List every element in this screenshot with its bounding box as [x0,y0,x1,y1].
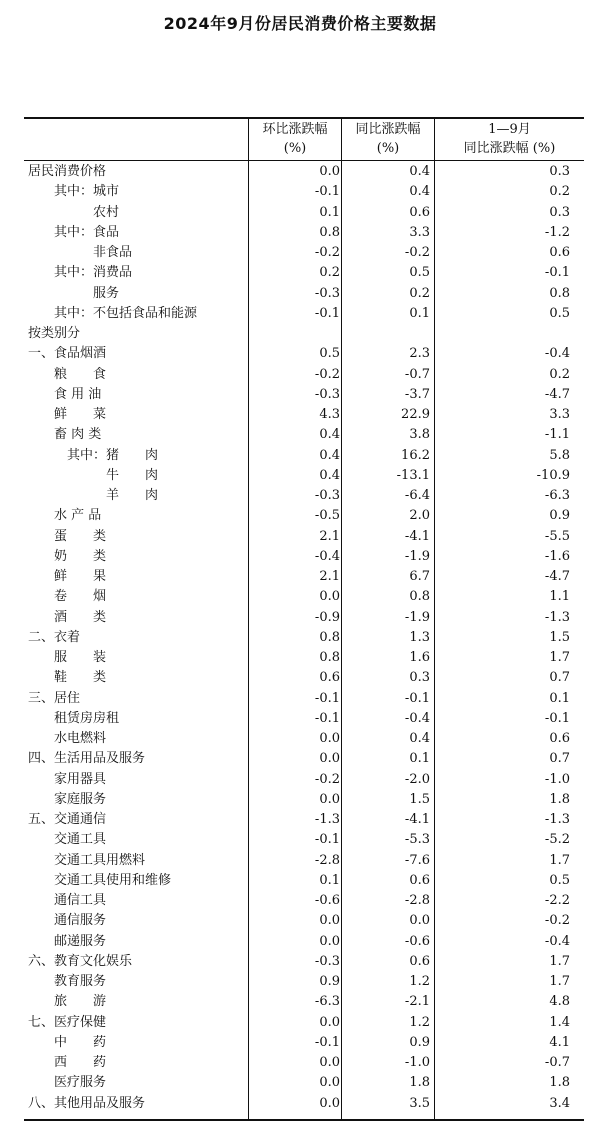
table-row [24,668,584,688]
mom-value: -0.5 [314,508,340,524]
mom-value: -0.4 [314,548,340,564]
mom-value: -0.1 [314,184,340,200]
yoy-value: 16.2 [401,447,430,463]
mom-value: 0.0 [319,731,340,746]
row-label: 食 用 油 [28,386,102,402]
row-label: 通信工具 [28,893,107,908]
yoy-value: 1.6 [409,650,430,665]
ytd-yoy-value: -1.3 [544,812,570,827]
ytd-yoy-value: 1.7 [549,852,570,868]
mom-value: -1.3 [314,812,340,827]
row-label: 水电燃料 [28,731,107,746]
header-mom-label: 环比涨跌幅 [262,122,328,137]
mom-value: -0.6 [314,893,340,908]
table-row [24,628,584,648]
ytd-yoy-value: 0.8 [549,285,570,301]
table-row [24,1053,584,1073]
ytd-yoy-value: 0.3 [549,204,570,220]
ytd-yoy-value: -0.7 [544,1055,570,1070]
ytd-yoy-value: -5.5 [544,528,570,544]
table-row [24,324,584,344]
table-row [24,932,584,952]
mom-value: -0.1 [314,832,340,848]
row-label: 西 药 [28,1055,107,1070]
table-row [24,608,584,628]
ytd-yoy-value: 0.7 [549,670,570,686]
mom-value: -0.2 [314,245,340,260]
ytd-yoy-value: -1.3 [544,609,570,625]
table-row [24,587,584,607]
mom-value: 0.4 [319,447,340,463]
table-row [24,567,584,587]
table-row [24,911,584,931]
table-row [24,709,584,729]
yoy-value: 2.3 [409,346,430,362]
ytd-yoy-value: 1.8 [549,791,570,807]
yoy-value: 0.4 [409,164,430,179]
yoy-value: -0.1 [404,690,430,706]
mom-value: -0.2 [314,771,340,787]
table-row [24,992,584,1012]
mom-value: 0.2 [319,265,340,281]
ytd-yoy-value: -6.3 [544,488,570,503]
row-label: 卷 烟 [28,589,107,605]
row-label: 邮递服务 [28,933,107,949]
row-label: 八、其他用品及服务 [28,1095,146,1111]
row-label: 一、食品烟酒 [28,346,107,362]
row-label: 鞋 类 [28,670,107,686]
yoy-value: -3.7 [404,386,430,402]
header-yoy-label: 同比涨跌幅 [355,122,421,137]
mom-value: -0.3 [314,285,340,301]
row-label: 家用器具 [28,771,107,787]
mom-value: 0.0 [319,1095,340,1111]
mom-value: -0.3 [314,386,340,402]
header-ytd-yoy-change [435,120,584,160]
yoy-value: -1.0 [404,1055,430,1070]
row-label: 其中：不包括食品和能源 [28,305,198,321]
yoy-value: -6.4 [404,488,430,503]
table-row [24,952,584,972]
yoy-value: -1.9 [404,548,430,564]
table-row [24,284,584,304]
row-label: 租赁房房租 [28,710,120,726]
ytd-yoy-value: -1.2 [544,224,570,240]
table-header-rule [24,160,584,161]
mom-value: 0.8 [319,650,340,665]
table-row [24,1033,584,1053]
header-yoy-unit: (%) [376,141,400,156]
mom-value: 0.8 [319,224,340,240]
mom-value: -0.9 [314,609,340,625]
yoy-value: -1.9 [404,609,430,625]
mom-value: 0.0 [319,1075,340,1091]
table-row [24,203,584,223]
mom-value: -0.3 [314,953,340,969]
ytd-yoy-value: 4.8 [549,994,570,1010]
mom-value: 0.0 [319,913,340,929]
mom-value: 0.0 [319,1055,340,1070]
ytd-yoy-value: -1.0 [544,771,570,787]
row-label: 农村 [28,204,120,220]
mom-value: 0.4 [319,467,340,483]
yoy-value: -0.7 [404,366,430,382]
ytd-yoy-value: 1.7 [549,650,570,665]
table-row [24,162,584,182]
ytd-yoy-value: -0.1 [544,710,570,726]
ytd-yoy-value: 0.6 [549,731,570,746]
yoy-value: 1.2 [409,974,430,989]
yoy-value: -2.8 [404,893,430,908]
yoy-value: 3.8 [409,427,430,443]
yoy-value: -2.1 [404,994,430,1010]
row-label: 七、医疗保健 [28,1014,107,1030]
table-row [24,385,584,405]
yoy-value: -7.6 [404,852,430,868]
table-row [24,344,584,364]
mom-value: 0.0 [319,751,340,767]
mom-value: 0.0 [319,164,340,179]
table-top-rule [24,117,584,119]
mom-value: 0.9 [319,974,340,989]
row-label: 六、教育文化娱乐 [28,953,133,969]
table-row [24,790,584,810]
ytd-yoy-value: 0.5 [549,872,570,888]
row-label: 其中：食品 [28,224,120,240]
row-label: 医疗服务 [28,1075,107,1091]
row-label: 中 药 [28,1034,107,1050]
table-row [24,729,584,749]
mom-value: 0.0 [319,933,340,949]
row-label: 三、居住 [28,690,81,706]
row-label: 按类别分 [28,326,81,341]
yoy-value: 0.6 [409,872,430,888]
yoy-value: -4.1 [404,812,430,827]
ytd-yoy-value: 0.2 [549,366,570,382]
table-row [24,689,584,709]
yoy-value: 0.4 [409,184,430,200]
yoy-value: 0.6 [409,953,430,969]
ytd-yoy-value: 1.8 [549,1075,570,1091]
mom-value: -6.3 [314,994,340,1010]
table-row [24,770,584,790]
table-row [24,749,584,769]
row-label: 羊 肉 [28,488,159,503]
table-row [24,304,584,324]
table-row [24,527,584,547]
yoy-value: 0.0 [409,913,430,929]
mom-value: 0.8 [319,629,340,645]
table-row [24,405,584,425]
header-ytd-label: 同比涨跌幅 (%) [463,141,556,156]
mom-value: 0.0 [319,791,340,807]
mom-value: -0.1 [314,710,340,726]
yoy-value: 0.5 [409,265,430,281]
yoy-value: -0.2 [404,245,430,260]
ytd-yoy-value: -4.7 [544,569,570,584]
ytd-yoy-value: -2.2 [544,893,570,908]
ytd-yoy-value: 0.5 [549,305,570,321]
ytd-yoy-value: -0.4 [544,346,570,362]
table-row [24,1094,584,1114]
ytd-yoy-value: 0.1 [549,690,570,706]
row-label: 服务 [28,285,120,301]
mom-value: -0.1 [314,690,340,706]
mom-value: 0.6 [319,670,340,686]
table-row [24,972,584,992]
table-row [24,1073,584,1093]
row-label: 其中：猪 肉 [28,447,159,463]
mom-value: 4.3 [319,407,340,422]
table-row [24,547,584,567]
mom-value: 0.5 [319,346,340,362]
mom-value: -0.2 [314,366,340,382]
yoy-value: -2.0 [404,771,430,787]
row-label: 鲜 果 [28,569,107,584]
yoy-value: -4.1 [404,528,430,544]
ytd-yoy-value: 5.8 [549,447,570,463]
yoy-value: 1.3 [409,629,430,645]
mom-value: 0.0 [319,1014,340,1030]
header-ytd-period: 1—9月 [488,122,531,137]
table-row [24,243,584,263]
ytd-yoy-value: 1.5 [549,629,570,645]
ytd-yoy-value: 3.3 [549,407,570,422]
row-label: 服 装 [28,650,107,665]
row-label: 教育服务 [28,974,107,989]
ytd-yoy-value: 1.7 [549,953,570,969]
row-label: 鲜 菜 [28,407,107,422]
mom-value: 0.1 [319,872,340,888]
mom-value: 0.4 [319,427,340,443]
row-label: 五、交通通信 [28,812,107,827]
table-row [24,830,584,850]
yoy-value: 0.4 [409,731,430,746]
mom-value: 0.1 [319,204,340,220]
ytd-yoy-value: -4.7 [544,386,570,402]
row-label: 其中：城市 [28,184,120,200]
row-label: 交通工具用燃料 [28,852,146,868]
table-row [24,466,584,486]
yoy-value: 2.0 [409,508,430,524]
ytd-yoy-value: 0.2 [549,184,570,200]
table-row [24,446,584,466]
table-row [24,810,584,830]
table-row [24,365,584,385]
row-label: 牛 肉 [28,467,159,483]
row-label: 畜 肉 类 [28,427,102,443]
ytd-yoy-value: -0.2 [544,913,570,929]
yoy-value: 0.1 [409,751,430,767]
row-label: 其中：消费品 [28,265,133,281]
ytd-yoy-value: 0.3 [549,164,570,179]
row-label: 非食品 [28,245,133,260]
yoy-value: -0.4 [404,710,430,726]
ytd-yoy-value: -0.1 [544,265,570,281]
ytd-yoy-value: -1.1 [544,427,570,443]
ytd-yoy-value: 1.4 [549,1014,570,1030]
ytd-yoy-value: 0.7 [549,751,570,767]
ytd-yoy-value: -10.9 [536,467,570,483]
yoy-value: 0.1 [409,305,430,321]
header-mom-unit: (%) [283,141,307,156]
ytd-yoy-value: 0.9 [549,508,570,524]
ytd-yoy-value: -5.2 [544,832,570,848]
yoy-value: -0.6 [404,933,430,949]
yoy-value: 3.3 [409,224,430,240]
mom-value: -0.1 [314,305,340,321]
table-row [24,648,584,668]
yoy-value: 1.5 [409,791,430,807]
table-row [24,425,584,445]
table-row [24,871,584,891]
row-label: 水 产 品 [28,508,102,524]
yoy-value: 22.9 [401,407,430,422]
ytd-yoy-value: 0.6 [549,245,570,260]
ytd-yoy-value: -0.4 [544,933,570,949]
yoy-value: 0.2 [409,285,430,301]
table-row [24,851,584,871]
yoy-value: -13.1 [396,467,430,483]
ytd-yoy-value: 4.1 [549,1034,570,1050]
row-label: 四、生活用品及服务 [28,751,146,767]
table-row [24,891,584,911]
row-label: 交通工具使用和维修 [28,872,172,888]
row-label: 奶 类 [28,548,107,564]
row-label: 粮 食 [28,366,107,382]
ytd-yoy-value: 3.4 [549,1095,570,1111]
yoy-value: -5.3 [404,832,430,848]
row-label: 旅 游 [28,994,107,1010]
table-bottom-rule [24,1119,584,1121]
table-row [24,1013,584,1033]
row-label: 二、衣着 [28,629,81,645]
mom-value: 0.0 [319,589,340,605]
row-label: 酒 类 [28,609,107,625]
yoy-value: 1.2 [409,1014,430,1030]
ytd-yoy-value: -1.6 [544,548,570,564]
row-label: 居民消费价格 [28,164,107,179]
yoy-value: 3.5 [409,1095,430,1111]
row-label: 通信服务 [28,913,107,929]
mom-value: -2.8 [314,852,340,868]
header-yoy-change [342,120,434,160]
mom-value: -0.3 [314,488,340,503]
mom-value: -0.1 [314,1034,340,1050]
yoy-value: 0.8 [409,589,430,605]
yoy-value: 0.9 [409,1034,430,1050]
row-label: 蛋 类 [28,528,107,544]
ytd-yoy-value: 1.1 [549,589,570,605]
yoy-value: 0.6 [409,204,430,220]
page-title: 2024年9月份居民消费价格主要数据 [163,14,437,33]
mom-value: 2.1 [319,569,340,584]
yoy-value: 6.7 [409,569,430,584]
header-mom-change [249,120,341,160]
table-row [24,223,584,243]
ytd-yoy-value: 1.7 [549,974,570,989]
yoy-value: 0.3 [409,670,430,686]
table-row [24,486,584,506]
table-row [24,506,584,526]
table-body [24,162,584,1114]
mom-value: 2.1 [319,528,340,544]
yoy-value: 1.8 [409,1075,430,1091]
row-label: 交通工具 [28,832,107,848]
row-label: 家庭服务 [28,791,107,807]
table-row [24,263,584,283]
table-row [24,182,584,202]
